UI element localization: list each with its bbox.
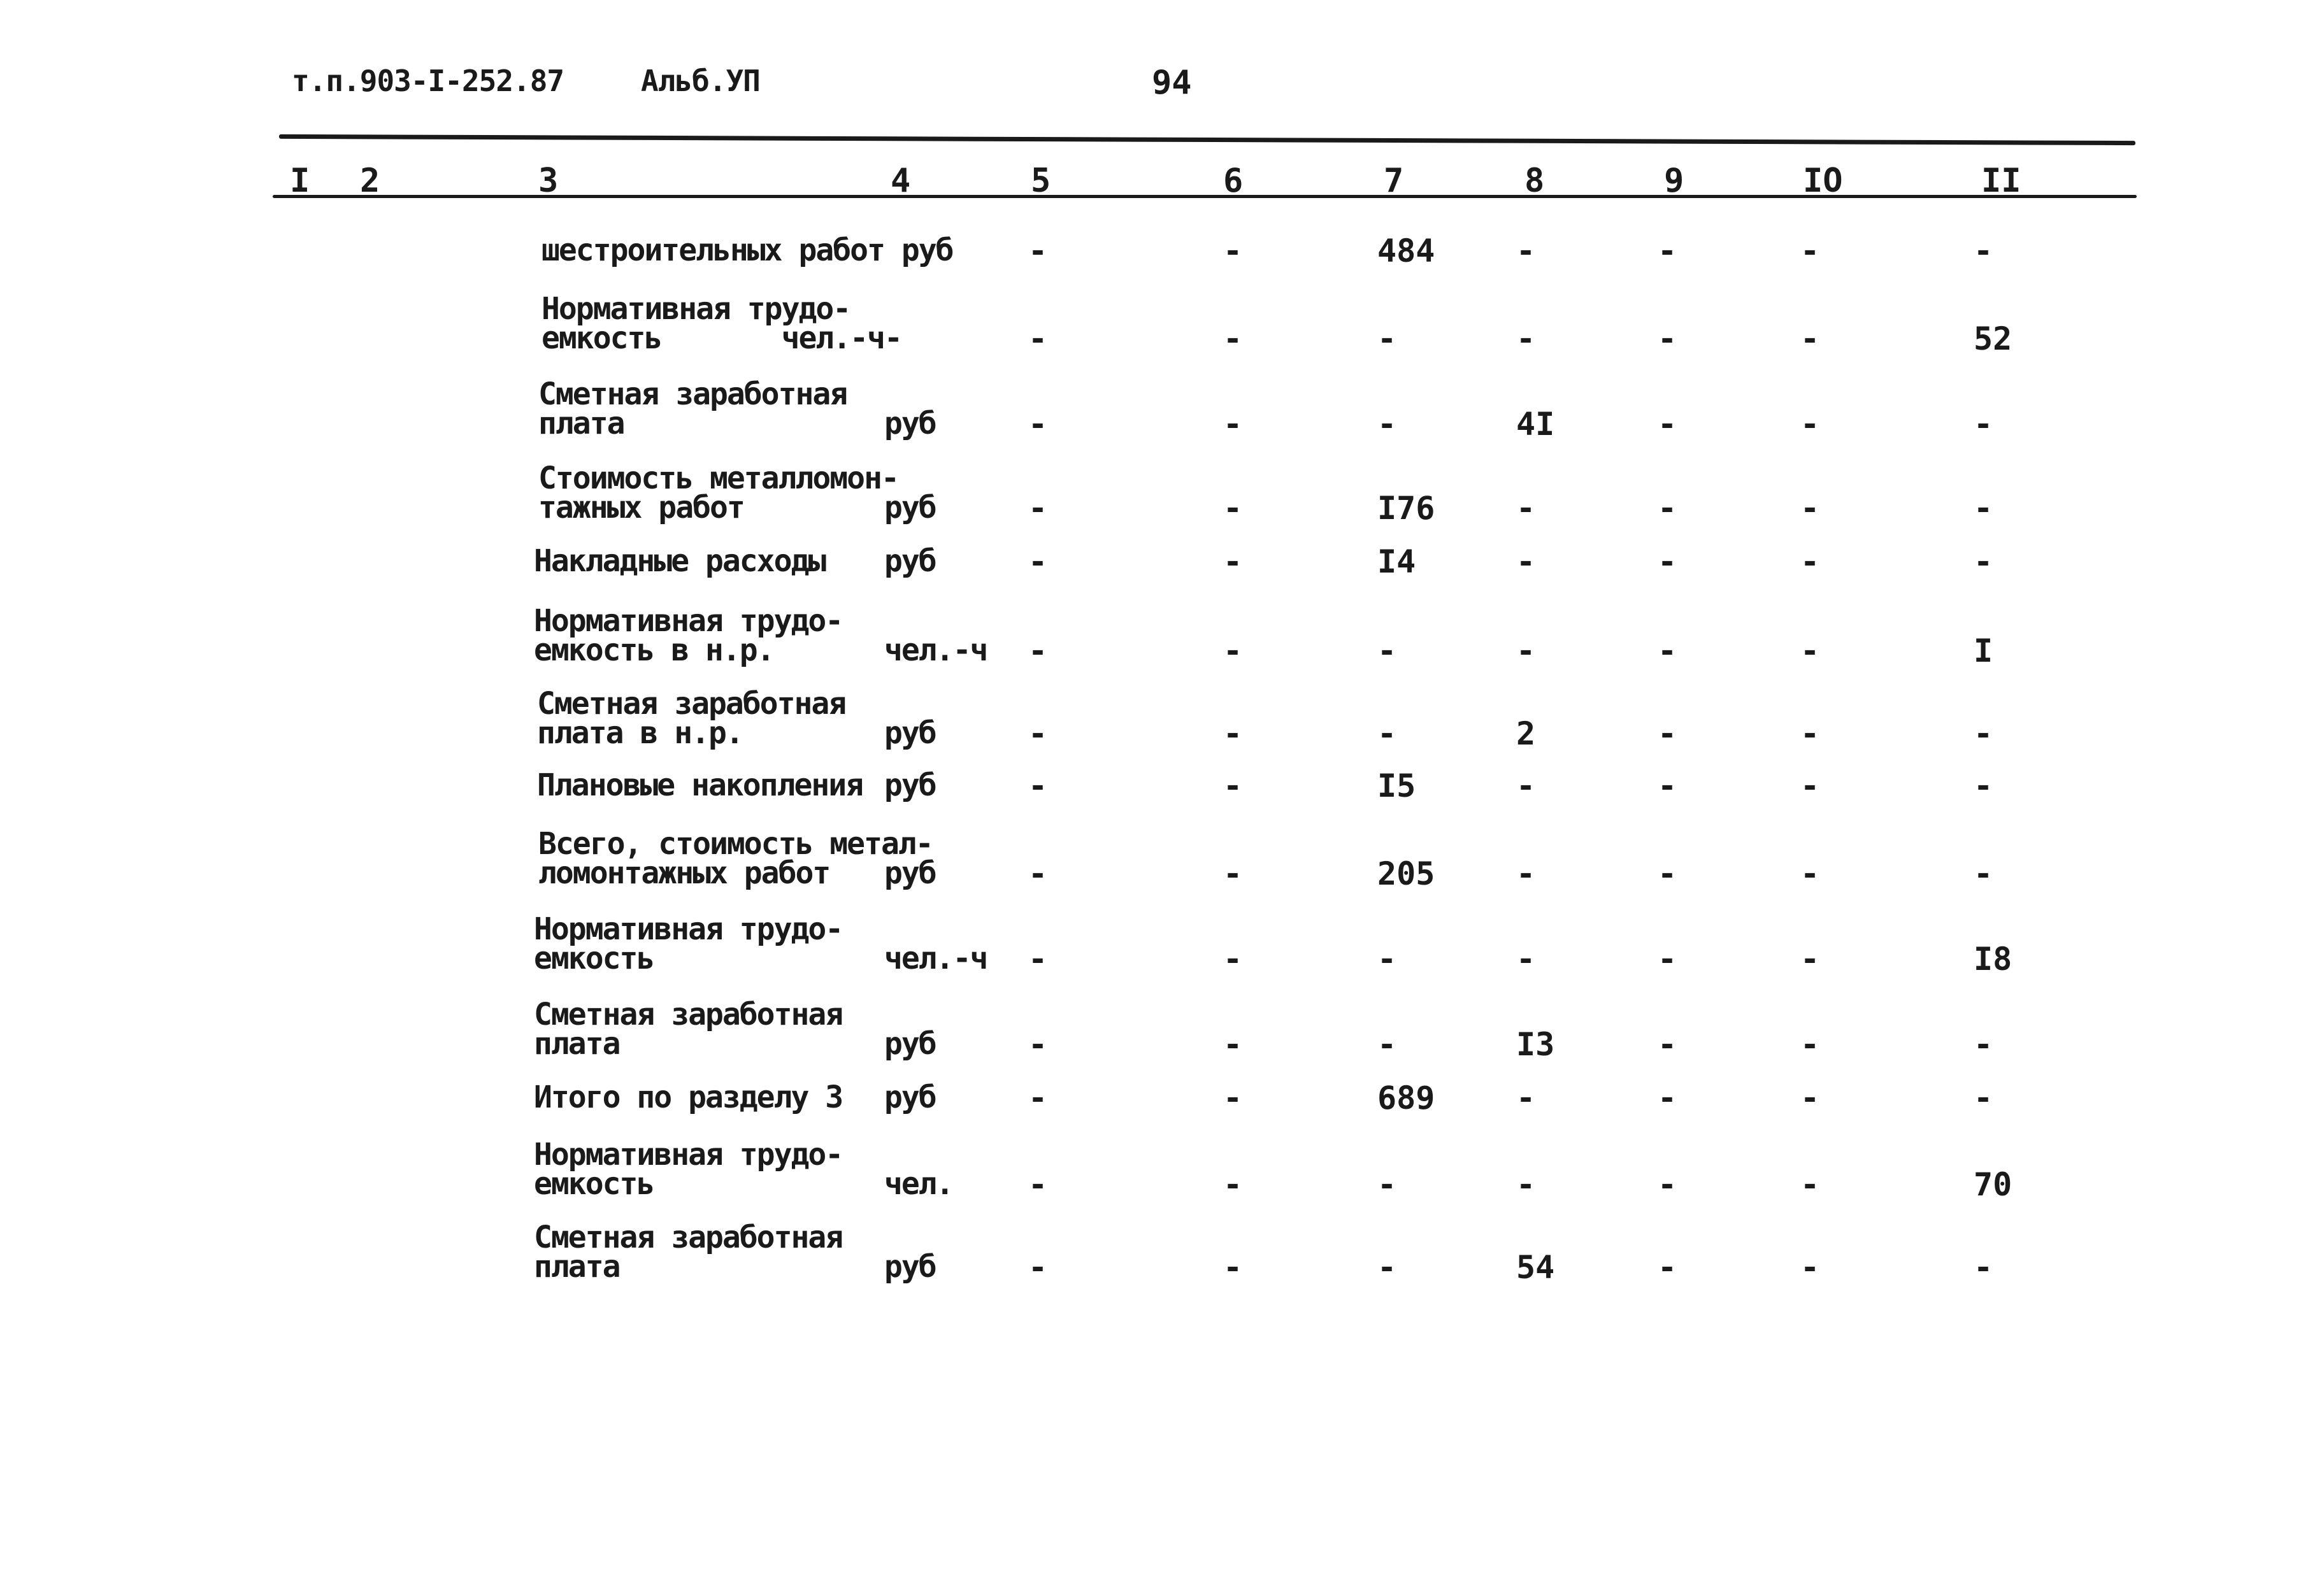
empty-cell-dash: -: [1223, 232, 1243, 269]
value-cell: 689: [1377, 1080, 1435, 1116]
row-unit: чел.-ч: [884, 632, 987, 668]
row-name: Нормативная трудо- емкость: [534, 1137, 843, 1202]
column-number: 2: [360, 162, 380, 200]
empty-cell-dash: -: [1223, 941, 1243, 978]
row-name: Стоимость металломон- тажных работ: [538, 460, 898, 525]
empty-cell-dash: -: [1028, 1249, 1048, 1286]
column-number: 4: [891, 162, 911, 200]
value-cell: I5: [1377, 767, 1416, 804]
top-rule: [279, 134, 2135, 145]
row-name: Сметная заработная плата: [534, 997, 843, 1062]
empty-cell-dash: -: [1974, 715, 1993, 752]
empty-cell-dash: -: [1223, 490, 1243, 527]
row-unit: руб: [884, 543, 936, 579]
empty-cell-dash: -: [1800, 855, 1820, 892]
empty-cell-dash: -: [1658, 490, 1677, 527]
album-label: Альб.УП: [641, 64, 760, 98]
row-unit: руб: [884, 1249, 936, 1285]
empty-cell-dash: -: [1028, 941, 1048, 978]
value-cell: I8: [1974, 941, 2012, 978]
empty-cell-dash: -: [1516, 1080, 1536, 1116]
empty-cell-dash: -: [1658, 767, 1677, 804]
row-unit: руб: [884, 855, 936, 891]
empty-cell-dash: -: [1800, 1166, 1820, 1203]
empty-cell-dash: -: [1800, 941, 1820, 978]
empty-cell-dash: -: [1223, 855, 1243, 892]
column-number: 9: [1664, 162, 1684, 200]
value-cell: 4I: [1516, 406, 1555, 443]
empty-cell-dash: -: [1028, 1080, 1048, 1116]
empty-cell-dash: -: [1028, 406, 1048, 443]
empty-cell-dash: -: [1377, 1026, 1397, 1063]
row-unit: чел.-ч: [884, 941, 987, 976]
empty-cell-dash: -: [1658, 232, 1677, 269]
empty-cell-dash: -: [1658, 543, 1677, 580]
row-unit: чел.: [884, 1166, 953, 1202]
empty-cell-dash: -: [1516, 1166, 1536, 1203]
row-unit: руб: [884, 767, 936, 803]
empty-cell-dash: -: [1800, 320, 1820, 357]
empty-cell-dash: -: [1377, 715, 1397, 752]
empty-cell-dash: -: [1800, 715, 1820, 752]
empty-cell-dash: -: [1028, 1166, 1048, 1203]
value-cell: I3: [1516, 1026, 1555, 1063]
empty-cell-dash: -: [1516, 767, 1536, 804]
column-number: 3: [538, 162, 559, 200]
empty-cell-dash: -: [1028, 855, 1048, 892]
empty-cell-dash: -: [1800, 1080, 1820, 1116]
empty-cell-dash: -: [1658, 1026, 1677, 1063]
empty-cell-dash: -: [1028, 767, 1048, 804]
empty-cell-dash: -: [1658, 320, 1677, 357]
empty-cell-dash: -: [1223, 320, 1243, 357]
empty-cell-dash: -: [1800, 632, 1820, 669]
value-cell: 70: [1974, 1166, 2012, 1203]
empty-cell-dash: -: [1658, 1166, 1677, 1203]
empty-cell-dash: -: [1516, 543, 1536, 580]
empty-cell-dash: -: [1800, 232, 1820, 269]
value-cell: 2: [1516, 715, 1536, 752]
empty-cell-dash: -: [1516, 320, 1536, 357]
empty-cell-dash: -: [1377, 1249, 1397, 1286]
empty-cell-dash: -: [1658, 855, 1677, 892]
row-unit: руб: [884, 406, 936, 441]
empty-cell-dash: -: [1800, 490, 1820, 527]
column-number: 7: [1384, 162, 1404, 200]
row-unit: руб: [884, 715, 936, 751]
row-unit: руб: [884, 490, 936, 525]
value-cell: I4: [1377, 543, 1416, 580]
row-unit: руб: [884, 1026, 936, 1062]
empty-cell-dash: -: [1658, 715, 1677, 752]
empty-cell-dash: -: [1028, 632, 1048, 669]
empty-cell-dash: -: [1974, 1249, 1993, 1286]
empty-cell-dash: -: [1377, 406, 1397, 443]
empty-cell-dash: -: [1028, 320, 1048, 357]
row-name: шестроительных работ руб: [542, 232, 953, 268]
column-number: 8: [1524, 162, 1545, 200]
empty-cell-dash: -: [1800, 767, 1820, 804]
empty-cell-dash: -: [1223, 715, 1243, 752]
value-cell: I76: [1377, 490, 1435, 527]
empty-cell-dash: -: [1028, 490, 1048, 527]
empty-cell-dash: -: [1658, 1080, 1677, 1116]
empty-cell-dash: -: [1974, 1080, 1993, 1116]
empty-cell-dash: -: [1223, 767, 1243, 804]
row-unit: руб: [884, 1080, 936, 1115]
row-name: Нормативная трудо- емкость в н.р.: [534, 603, 843, 668]
empty-cell-dash: -: [1974, 406, 1993, 443]
row-name: Сметная заработная плата в н.р.: [537, 686, 846, 751]
row-name: Всего, стоимость метал- ломонтажных работ: [538, 826, 933, 891]
row-name: Накладные расходы: [534, 543, 826, 579]
empty-cell-dash: -: [1377, 632, 1397, 669]
column-number: II: [1981, 162, 2021, 200]
row-name: Итого по разделу 3: [534, 1080, 843, 1115]
row-name: Нормативная трудо- емкость: [534, 911, 843, 976]
value-cell: 54: [1516, 1249, 1555, 1286]
empty-cell-dash: -: [1974, 543, 1993, 580]
empty-cell-dash: -: [1974, 1026, 1993, 1063]
empty-cell-dash: -: [1377, 320, 1397, 357]
empty-cell-dash: -: [1223, 543, 1243, 580]
empty-cell-dash: -: [1028, 232, 1048, 269]
empty-cell-dash: -: [1223, 1249, 1243, 1286]
empty-cell-dash: -: [1516, 941, 1536, 978]
column-number: 6: [1223, 162, 1244, 200]
row-name: Сметная заработная плата: [534, 1220, 843, 1285]
column-number: 5: [1031, 162, 1051, 200]
row-name: Сметная заработная плата: [538, 376, 847, 441]
empty-cell-dash: -: [1800, 1026, 1820, 1063]
empty-cell-dash: -: [1028, 715, 1048, 752]
empty-cell-dash: -: [1223, 406, 1243, 443]
empty-cell-dash: -: [1377, 941, 1397, 978]
value-cell: I: [1974, 632, 1993, 669]
row-unit: -: [884, 320, 901, 356]
empty-cell-dash: -: [1223, 632, 1243, 669]
empty-cell-dash: -: [1223, 1080, 1243, 1116]
value-cell: 484: [1377, 232, 1435, 269]
empty-cell-dash: -: [1516, 490, 1536, 527]
row-name: Нормативная трудо- емкость чел.-ч: [542, 291, 884, 356]
empty-cell-dash: -: [1974, 232, 1993, 269]
value-cell: 205: [1377, 855, 1435, 892]
empty-cell-dash: -: [1658, 406, 1677, 443]
page-number: 94: [1152, 64, 1192, 102]
empty-cell-dash: -: [1223, 1166, 1243, 1203]
empty-cell-dash: -: [1028, 1026, 1048, 1063]
empty-cell-dash: -: [1658, 632, 1677, 669]
empty-cell-dash: -: [1658, 1249, 1677, 1286]
empty-cell-dash: -: [1028, 543, 1048, 580]
empty-cell-dash: -: [1800, 543, 1820, 580]
empty-cell-dash: -: [1800, 406, 1820, 443]
value-cell: 52: [1974, 320, 2012, 357]
empty-cell-dash: -: [1974, 767, 1993, 804]
empty-cell-dash: -: [1974, 490, 1993, 527]
empty-cell-dash: -: [1658, 941, 1677, 978]
column-number: I: [290, 162, 310, 200]
empty-cell-dash: -: [1377, 1166, 1397, 1203]
empty-cell-dash: -: [1516, 632, 1536, 669]
empty-cell-dash: -: [1516, 232, 1536, 269]
empty-cell-dash: -: [1800, 1249, 1820, 1286]
document-code: т.п.903-I-252.87: [292, 64, 564, 98]
empty-cell-dash: -: [1516, 855, 1536, 892]
row-name: Плановые накопления: [537, 767, 863, 803]
column-number: IO: [1803, 162, 1843, 200]
empty-cell-dash: -: [1974, 855, 1993, 892]
empty-cell-dash: -: [1223, 1026, 1243, 1063]
